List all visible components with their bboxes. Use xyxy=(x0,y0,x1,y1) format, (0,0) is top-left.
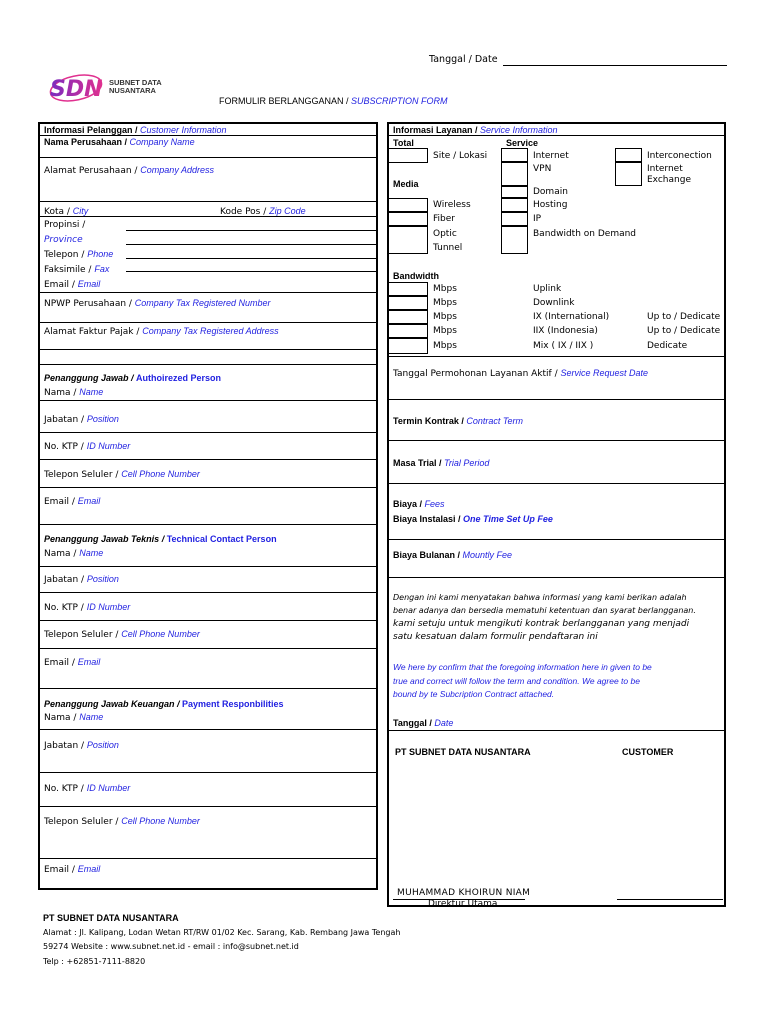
statement-id-line3: kami setuju untuk mengikuti kontrak berlangganan yang menjadi xyxy=(393,619,690,629)
customer-signature-label: CUSTOMER xyxy=(622,747,674,757)
hosting-checkbox[interactable] xyxy=(501,198,528,212)
auth-position-field[interactable]: Jabatan / Position xyxy=(44,414,119,425)
footer-address-line2: 59274 Website : www.subnet.net.id - email : info@subnet.net.id xyxy=(43,942,299,951)
statement-id-line4: satu kesatuan dalam formulir pendaftaran ini xyxy=(393,632,598,642)
tech-ktp-field[interactable]: No. KTP / ID Number xyxy=(44,602,131,613)
signer-name: MUHAMMAD KHOIRUN NIAM xyxy=(397,888,531,898)
mbps-label-4: Mbps xyxy=(433,326,457,336)
bod-label: Bandwidth on Demand xyxy=(533,229,637,239)
internet-label: Internet xyxy=(533,151,569,161)
trial-period-field[interactable]: Masa Trial / Trial Period xyxy=(393,458,490,468)
mix-label: Mix ( IX / IIX ) xyxy=(533,341,594,351)
ix-international-label: IX (International) xyxy=(533,312,610,322)
province-label-en: Province xyxy=(44,235,83,245)
service-section-title: Informasi Layanan / Service Information xyxy=(393,125,558,135)
bandwidth-iix-box[interactable] xyxy=(388,324,428,338)
npwp-field[interactable]: NPWP Perusahaan / Company Tax Registered Number xyxy=(44,298,271,309)
internet-checkbox[interactable] xyxy=(501,148,528,162)
phone-field[interactable]: Telepon / Phone xyxy=(44,249,114,260)
optic-tunnel-box[interactable] xyxy=(388,226,428,254)
mbps-label-3: Mbps xyxy=(433,312,457,322)
downlink-label: Downlink xyxy=(533,298,575,308)
tunnel-label: Tunnel xyxy=(433,243,463,253)
interconection-label: Interconection xyxy=(647,151,712,161)
signer-title: Direktur Utama xyxy=(428,899,498,909)
iix-label: IIX (Indonesia) xyxy=(533,326,598,336)
customer-signature-line[interactable] xyxy=(617,899,723,900)
vpn-checkbox[interactable] xyxy=(501,162,528,186)
email-field[interactable]: Email / Email xyxy=(44,279,101,290)
tech-cell-field[interactable]: Telepon Seluler / Cell Phone Number xyxy=(44,629,200,640)
bandwidth-mix-box[interactable] xyxy=(388,338,428,354)
statement-id-line2: benar adanya dan bersedia mematuhi ketentuan dan syarat berlangganan. xyxy=(393,606,696,615)
fin-position-field[interactable]: Jabatan / Position xyxy=(44,740,119,751)
fin-email-field[interactable]: Email / Email xyxy=(44,864,101,875)
authorized-person-title: Penanggung Jawab / Authoirezed Person xyxy=(44,373,222,383)
fin-cell-field[interactable]: Telepon Seluler / Cell Phone Number xyxy=(44,816,200,827)
ip-checkbox[interactable] xyxy=(501,212,528,226)
interconection-checkbox[interactable] xyxy=(615,148,642,162)
auth-ktp-field[interactable]: No. KTP / ID Number xyxy=(44,441,131,452)
vpn-label: VPN xyxy=(533,164,552,174)
bandwidth-uplink-box[interactable] xyxy=(388,282,428,296)
ix-exchange-checkbox[interactable] xyxy=(615,162,642,186)
mbps-label-5: Mbps xyxy=(433,341,457,351)
ix-exchange-label-1: Internet xyxy=(647,164,683,174)
fin-name-field[interactable]: Nama / Name xyxy=(44,712,104,723)
footer-address-line1: Alamat : Jl. Kalipang, Lodan Wetan RT/RW 01/02 Kec. Sarang, Kab. Rembang Jawa Tengah xyxy=(43,928,401,937)
uplink-label: Uplink xyxy=(533,284,562,294)
province-field[interactable] xyxy=(126,230,377,231)
optic-label: Optic xyxy=(433,229,457,239)
tech-name-field[interactable]: Nama / Name xyxy=(44,548,104,559)
finance-contact-title: Penanggung Jawab Keuangan / Payment Responbilities xyxy=(44,699,284,709)
wireless-label: Wireless xyxy=(433,200,471,210)
bandwidth-ix-box[interactable] xyxy=(388,310,428,324)
company-address-field[interactable]: Alamat Perusahaan / Company Address xyxy=(44,165,214,176)
customer-section-title: Informasi Pelanggan / Customer Information xyxy=(44,125,227,135)
company-signature-label: PT SUBNET DATA NUSANTARA xyxy=(395,747,531,757)
site-label: Site / Lokasi xyxy=(433,151,488,161)
tech-position-field[interactable]: Jabatan / Position xyxy=(44,574,119,585)
monthly-fee-field[interactable]: Biaya Bulanan / Mountly Fee xyxy=(393,550,513,560)
bod-checkbox[interactable] xyxy=(501,226,528,254)
upto-dedicate-2: Up to / Dedicate xyxy=(647,326,721,336)
statement-en-line3: bound by te Subcription Contract attached. xyxy=(393,689,555,699)
tax-address-field[interactable]: Alamat Faktur Pajak / Company Tax Registered Address xyxy=(44,326,279,337)
statement-en-line2: true and correct will follow the term and condition. We agree to be xyxy=(393,676,640,686)
domain-label: Domain xyxy=(533,187,568,197)
sign-date-field[interactable]: Tanggal / Date xyxy=(393,718,454,728)
svg-text:SDN: SDN xyxy=(50,77,103,102)
company-name-field[interactable]: Nama Perusahaan / Company Name xyxy=(44,137,195,147)
auth-email-field[interactable]: Email / Email xyxy=(44,496,101,507)
fax-field[interactable]: Faksimile / Fax xyxy=(44,264,110,275)
ix-exchange-label-2: Exchange xyxy=(647,175,691,185)
fiber-box[interactable] xyxy=(388,212,428,226)
tech-email-field[interactable]: Email / Email xyxy=(44,657,101,668)
auth-name-field[interactable]: Nama / Name xyxy=(44,387,104,398)
media-label: Media xyxy=(393,179,419,189)
site-count-box[interactable] xyxy=(388,148,428,163)
bandwidth-downlink-box[interactable] xyxy=(388,296,428,310)
domain-checkbox[interactable] xyxy=(501,186,528,198)
service-header: Service xyxy=(506,138,539,148)
logo-line1: SUBNET DATA xyxy=(109,78,162,87)
bandwidth-label: Bandwidth xyxy=(393,271,439,281)
ip-label: IP xyxy=(533,214,542,224)
install-fee-field[interactable]: Biaya Instalasi / One Time Set Up Fee xyxy=(393,514,553,524)
auth-cell-field[interactable]: Telepon Seluler / Cell Phone Number xyxy=(44,469,200,480)
statement-en-line1: We here by confirm that the foregoing information here in given to be xyxy=(393,662,652,672)
form-title: FORMULIR BERLANGGANAN / SUBSCRIPTION FORM xyxy=(219,96,448,106)
technical-contact-title: Penanggung Jawab Teknis / Technical Contact Person xyxy=(44,534,277,544)
city-field[interactable]: Kota / City xyxy=(44,206,89,217)
fees-title: Biaya / Fees xyxy=(393,499,445,509)
statement-id-line1: Dengan ini kami menyatakan bahwa informasi yang kami berikan adalah xyxy=(393,593,687,602)
date-field[interactable] xyxy=(503,65,727,66)
mbps-label-2: Mbps xyxy=(433,298,457,308)
footer-phone: Telp : +62851-7111-8820 xyxy=(43,957,146,966)
upto-dedicate-1: Up to / Dedicate xyxy=(647,312,721,322)
fiber-label: Fiber xyxy=(433,214,455,224)
dedicate-label: Dedicate xyxy=(647,341,688,351)
footer-company: PT SUBNET DATA NUSANTARA xyxy=(43,913,179,923)
fin-ktp-field[interactable]: No. KTP / ID Number xyxy=(44,783,131,794)
hosting-label: Hosting xyxy=(533,200,568,210)
zip-field[interactable]: Kode Pos / Zip Code xyxy=(220,206,306,217)
total-header: Total xyxy=(393,138,414,148)
mbps-label-1: Mbps xyxy=(433,284,457,294)
wireless-box[interactable] xyxy=(388,198,428,212)
contract-term-field[interactable]: Termin Kontrak / Contract Term xyxy=(393,416,524,426)
logo-line2: NUSANTARA xyxy=(109,86,156,95)
date-label: Tanggal / Date xyxy=(429,54,498,65)
request-date-field[interactable]: Tanggal Permohonan Layanan Aktif / Service Request Date xyxy=(393,368,649,379)
province-label: Propinsi / xyxy=(44,220,86,230)
